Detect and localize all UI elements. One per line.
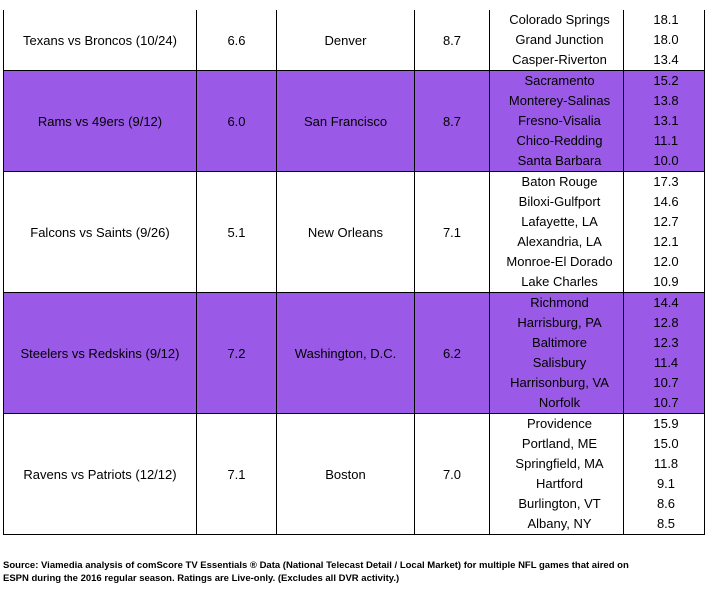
game-row <box>4 292 704 413</box>
game-row <box>4 413 704 534</box>
market-name: Lafayette, LA <box>521 214 598 229</box>
home-city-rating: 8.7 <box>415 10 490 70</box>
market-list <box>490 71 624 171</box>
market-name: Harrisburg, PA <box>517 315 602 330</box>
home-city-rating: 7.0 <box>415 414 490 534</box>
national-rating: 5.1 <box>197 172 277 292</box>
market-list <box>490 10 624 70</box>
market-name: Biloxi-Gulfport <box>518 194 601 209</box>
source-note <box>3 559 703 585</box>
market-name: Burlington, VT <box>518 496 601 511</box>
home-city: San Francisco <box>277 71 415 171</box>
market-list <box>490 172 624 292</box>
market-name: Baltimore <box>532 335 587 350</box>
home-city-rating: 7.1 <box>415 172 490 292</box>
game-row <box>4 70 704 171</box>
market-rating: 15.2 <box>653 73 679 88</box>
market-rating: 13.1 <box>653 113 679 128</box>
market-name: Sacramento <box>524 73 595 88</box>
market-rating: 15.9 <box>653 416 679 431</box>
market-rating: 13.8 <box>653 93 679 108</box>
market-rating: 10.0 <box>653 153 679 168</box>
home-city: Denver <box>277 10 415 70</box>
national-rating: 6.0 <box>197 71 277 171</box>
market-rating: 10.7 <box>653 395 679 410</box>
home-city: Washington, D.C. <box>277 293 415 413</box>
market-rating: 12.7 <box>653 214 679 229</box>
market-name: Chico-Redding <box>516 133 603 148</box>
home-city: Boston <box>277 414 415 534</box>
game-matchup: Texans vs Broncos (10/24) <box>4 10 197 70</box>
home-city-rating: 6.2 <box>415 293 490 413</box>
home-city-rating: 8.7 <box>415 71 490 171</box>
market-rating: 14.6 <box>653 194 679 209</box>
home-city: New Orleans <box>277 172 415 292</box>
market-name: Colorado Springs <box>509 12 610 27</box>
national-rating: 6.6 <box>197 10 277 70</box>
market-rating: 18.1 <box>653 12 679 27</box>
market-name: Monroe-El Dorado <box>506 254 613 269</box>
market-rating: 10.7 <box>653 375 679 390</box>
market-rating: 9.1 <box>656 476 676 491</box>
market-name: Baton Rouge <box>521 174 598 189</box>
market-rating: 14.4 <box>653 295 679 310</box>
market-list <box>490 293 624 413</box>
game-matchup: Ravens vs Patriots (12/12) <box>4 414 197 534</box>
market-name: Richmond <box>530 295 589 310</box>
market-rating: 8.6 <box>656 496 676 511</box>
market-rating: 15.0 <box>653 436 679 451</box>
ratings-table <box>3 10 705 535</box>
market-rating: 8.5 <box>656 516 676 531</box>
market-name: Norfolk <box>538 395 581 410</box>
market-name: Portland, ME <box>521 436 598 451</box>
game-matchup: Rams vs 49ers (9/12) <box>4 71 197 171</box>
market-name: Alexandria, LA <box>517 234 602 249</box>
market-rating: 11.1 <box>653 133 679 148</box>
market-name: Harrisonburg, VA <box>510 375 609 390</box>
market-name: Albany, NY <box>527 516 592 531</box>
game-row <box>4 10 704 70</box>
market-rating-list <box>624 10 704 70</box>
market-name: Lake Charles <box>521 274 598 289</box>
market-rating: 18.0 <box>653 32 679 47</box>
market-rating: 13.4 <box>653 52 679 67</box>
market-name: Springfield, MA <box>515 456 604 471</box>
game-row <box>4 171 704 292</box>
market-list <box>490 414 624 534</box>
market-rating: 12.8 <box>653 315 679 330</box>
market-name: Monterey-Salinas <box>508 93 611 108</box>
national-rating: 7.2 <box>197 293 277 413</box>
market-rating-list <box>624 414 704 534</box>
market-rating: 10.9 <box>653 274 679 289</box>
game-matchup: Falcons vs Saints (9/26) <box>4 172 197 292</box>
market-rating-list <box>624 71 704 171</box>
market-rating: 12.0 <box>653 254 679 269</box>
market-rating-list <box>624 293 704 413</box>
market-rating-list <box>624 172 704 292</box>
market-rating: 11.4 <box>653 355 679 370</box>
source-line-1: Source: Viamedia analysis of comScore TV Essentials ® Data (National Telecast Detail / Local Market) for multiple NFL games that aired on <box>3 560 629 571</box>
market-name: Fresno-Visalia <box>518 113 601 128</box>
market-name: Hartford <box>536 476 583 491</box>
market-rating: 17.3 <box>653 174 679 189</box>
national-rating: 7.1 <box>197 414 277 534</box>
market-name: Santa Barbara <box>517 153 602 168</box>
market-name: Providence <box>526 416 593 431</box>
source-line-2: ESPN during the 2016 regular season. Ratings are Live-only. (Excludes all DVR activity.) <box>3 573 400 584</box>
market-name: Casper-Riverton <box>512 52 607 67</box>
market-name: Salisbury <box>532 355 587 370</box>
market-rating: 12.1 <box>653 234 679 249</box>
market-rating: 11.8 <box>653 456 679 471</box>
game-matchup: Steelers vs Redskins (9/12) <box>4 293 197 413</box>
market-rating: 12.3 <box>653 335 679 350</box>
market-name: Grand Junction <box>515 32 604 47</box>
